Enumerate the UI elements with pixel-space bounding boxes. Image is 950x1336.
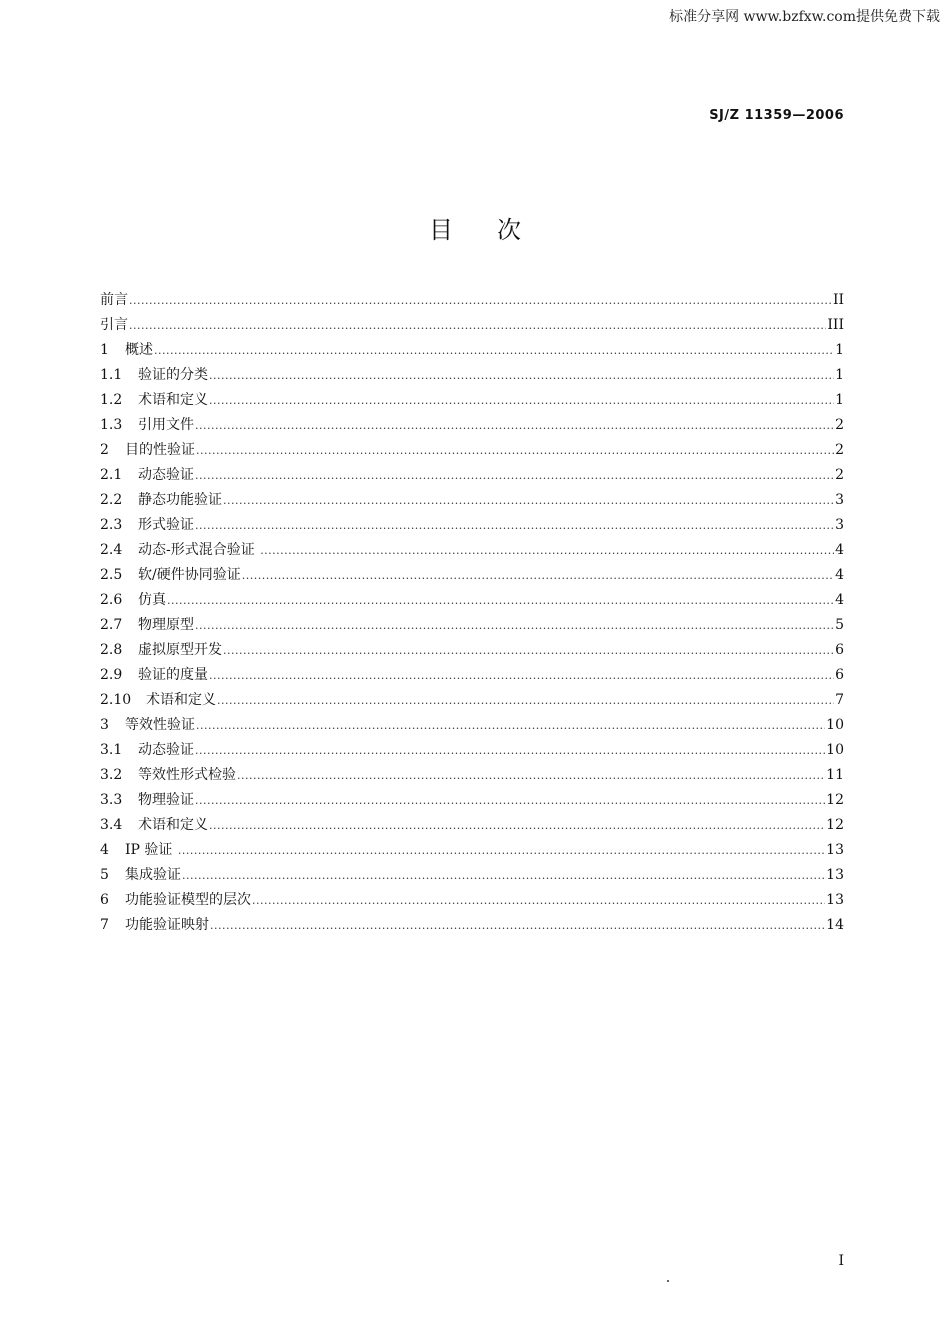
- toc-entry[interactable]: [100, 414, 844, 439]
- toc-entry-label: 静态功能验证: [138, 492, 222, 508]
- toc-entry-label: 虚拟原型开发: [138, 642, 222, 658]
- leader-dots: [195, 744, 825, 757]
- toc-entry-number: 3.4: [100, 817, 123, 833]
- toc-entry-label: 物理验证: [138, 792, 194, 808]
- toc-entry-page: 2: [835, 467, 844, 483]
- toc-entry-page: 4: [835, 542, 844, 558]
- toc-entry-page: 11: [826, 767, 844, 783]
- toc-entry-label: 仿真: [138, 592, 166, 608]
- toc-entry-label: 形式验证: [138, 517, 194, 533]
- toc-entry-page: II: [832, 292, 844, 308]
- toc-entry-number: 7: [100, 917, 109, 933]
- toc-entry-label: 术语和定义: [138, 392, 208, 408]
- toc-entry[interactable]: [100, 489, 844, 514]
- toc-entry-page: 4: [835, 567, 844, 583]
- toc-entry-label: 前言: [100, 292, 128, 308]
- toc-entry-label: 等效性形式检验: [138, 767, 236, 783]
- toc-entry-label: 引言: [100, 317, 128, 333]
- toc-entry-label: 术语和定义: [146, 692, 216, 708]
- toc-entry[interactable]: [100, 564, 844, 589]
- toc-entry-page: 1: [835, 367, 844, 383]
- toc-entry[interactable]: [100, 889, 844, 914]
- toc-entry[interactable]: [100, 314, 844, 339]
- toc-entry-number: 2.10: [100, 692, 132, 708]
- leader-dots: [223, 644, 834, 657]
- toc-entry-number: 2.3: [100, 517, 123, 533]
- toc-entry[interactable]: [100, 339, 844, 364]
- toc-entry-number: 3.2: [100, 767, 123, 783]
- toc-entry-page: 6: [835, 642, 844, 658]
- toc-entry[interactable]: [100, 764, 844, 789]
- toc-entry-label: 动态-形式混合验证: [138, 542, 260, 558]
- toc-entry-page: 12: [826, 792, 844, 808]
- toc-entry-label: 物理原型: [138, 617, 194, 633]
- toc-entry-number: 1.2: [100, 392, 123, 408]
- toc-entry-label: 术语和定义: [138, 817, 208, 833]
- toc-entry-label: 等效性验证: [125, 717, 195, 733]
- toc-entry-label: IP 验证: [125, 842, 177, 858]
- toc-entry-label: 软/硬件协同验证: [138, 567, 241, 583]
- toc-entry-page: 12: [826, 817, 844, 833]
- toc-entry[interactable]: [100, 789, 844, 814]
- toc-entry[interactable]: [100, 864, 844, 889]
- toc-entry[interactable]: [100, 464, 844, 489]
- leader-dots: [167, 594, 834, 607]
- toc-entry-page: 10: [826, 742, 844, 758]
- toc-entry-label: 目的性验证: [125, 442, 195, 458]
- toc-entry[interactable]: [100, 664, 844, 689]
- toc-entry[interactable]: [100, 514, 844, 539]
- toc-entry-page: 3: [835, 492, 844, 508]
- toc-entry-page: 2: [835, 442, 844, 458]
- toc-entry-label: 引用文件: [138, 417, 194, 433]
- table-of-contents: [100, 289, 844, 939]
- toc-entry[interactable]: [100, 389, 844, 414]
- leader-dots: [154, 344, 834, 357]
- leader-dots: [196, 444, 834, 457]
- leader-dots: [196, 719, 825, 732]
- leader-dots: [252, 894, 825, 907]
- toc-entry-page: 1: [835, 392, 844, 408]
- toc-entry-label: 动态验证: [138, 467, 194, 483]
- toc-entry-number: 1.1: [100, 367, 123, 383]
- toc-entry-number: 2.2: [100, 492, 123, 508]
- toc-entry-number: 3.1: [100, 742, 123, 758]
- toc-entry[interactable]: [100, 289, 844, 314]
- leader-dots: [178, 844, 825, 857]
- toc-entry[interactable]: [100, 614, 844, 639]
- leader-dots: [195, 469, 834, 482]
- leader-dots: [209, 819, 825, 832]
- toc-entry-number: 2: [100, 442, 109, 458]
- toc-entry-label: 动态验证: [138, 742, 194, 758]
- toc-entry[interactable]: [100, 539, 844, 564]
- toc-entry-number: 1: [100, 342, 109, 358]
- leader-dots: [182, 869, 825, 882]
- leader-dots: [195, 794, 825, 807]
- page-title: 目次: [429, 216, 565, 244]
- toc-entry-label: 验证的度量: [138, 667, 208, 683]
- toc-entry-label: 功能验证模型的层次: [125, 892, 251, 908]
- leader-dots: [129, 294, 832, 307]
- toc-entry-label: 功能验证映射: [125, 917, 209, 933]
- leader-dots: [195, 519, 834, 532]
- toc-entry-page: 1: [835, 342, 844, 358]
- toc-entry-number: 2.9: [100, 667, 123, 683]
- toc-entry-page: 7: [835, 692, 844, 708]
- toc-entry-page: 13: [826, 867, 844, 883]
- scan-speck: [667, 1280, 669, 1282]
- toc-entry-number: 3.3: [100, 792, 123, 808]
- toc-entry-number: 1.3: [100, 417, 123, 433]
- toc-entry-number: 2.5: [100, 567, 123, 583]
- toc-entry-label: 概述: [125, 342, 153, 358]
- toc-entry-number: 2.6: [100, 592, 123, 608]
- toc-entry-page: 6: [835, 667, 844, 683]
- toc-entry-page: 14: [826, 917, 844, 933]
- toc-entry[interactable]: [100, 589, 844, 614]
- leader-dots: [223, 494, 834, 507]
- page-number: I: [838, 1253, 844, 1269]
- toc-entry[interactable]: [100, 364, 844, 389]
- leader-dots: [237, 769, 825, 782]
- leader-dots: [129, 319, 826, 332]
- toc-entry-page: 13: [826, 842, 844, 858]
- leader-dots: [210, 919, 825, 932]
- toc-entry[interactable]: [100, 639, 844, 664]
- leader-dots: [260, 544, 834, 557]
- toc-entry-number: 6: [100, 892, 109, 908]
- toc-entry[interactable]: [100, 739, 844, 764]
- toc-entry-page: III: [827, 317, 844, 333]
- leader-dots: [217, 694, 834, 707]
- watermark-text: 标准分享网 www.bzfxw.com提供免费下载: [669, 9, 940, 25]
- leader-dots: [209, 394, 834, 407]
- toc-entry-label: 验证的分类: [138, 367, 208, 383]
- toc-entry-page: 2: [835, 417, 844, 433]
- toc-entry-number: 2.8: [100, 642, 123, 658]
- toc-entry-page: 10: [826, 717, 844, 733]
- leader-dots: [195, 619, 834, 632]
- toc-entry-number: 5: [100, 867, 109, 883]
- leader-dots: [209, 669, 834, 682]
- toc-entry[interactable]: [100, 839, 844, 864]
- toc-entry-number: 4: [100, 842, 109, 858]
- toc-entry[interactable]: [100, 439, 844, 464]
- leader-dots: [195, 419, 834, 432]
- toc-entry[interactable]: [100, 914, 844, 939]
- toc-entry[interactable]: [100, 714, 844, 739]
- toc-entry-number: 2.7: [100, 617, 123, 633]
- toc-entry-page: 5: [835, 617, 844, 633]
- leader-dots: [209, 369, 834, 382]
- toc-entry-number: 2.1: [100, 467, 123, 483]
- toc-entry[interactable]: [100, 814, 844, 839]
- toc-entry-page: 3: [835, 517, 844, 533]
- document-number: SJ/Z 11359—2006: [709, 108, 844, 123]
- leader-dots: [242, 569, 834, 582]
- toc-entry-number: 3: [100, 717, 109, 733]
- toc-entry-label: 集成验证: [125, 867, 181, 883]
- toc-entry[interactable]: [100, 689, 844, 714]
- toc-entry-number: 2.4: [100, 542, 123, 558]
- toc-entry-page: 4: [835, 592, 844, 608]
- toc-entry-page: 13: [826, 892, 844, 908]
